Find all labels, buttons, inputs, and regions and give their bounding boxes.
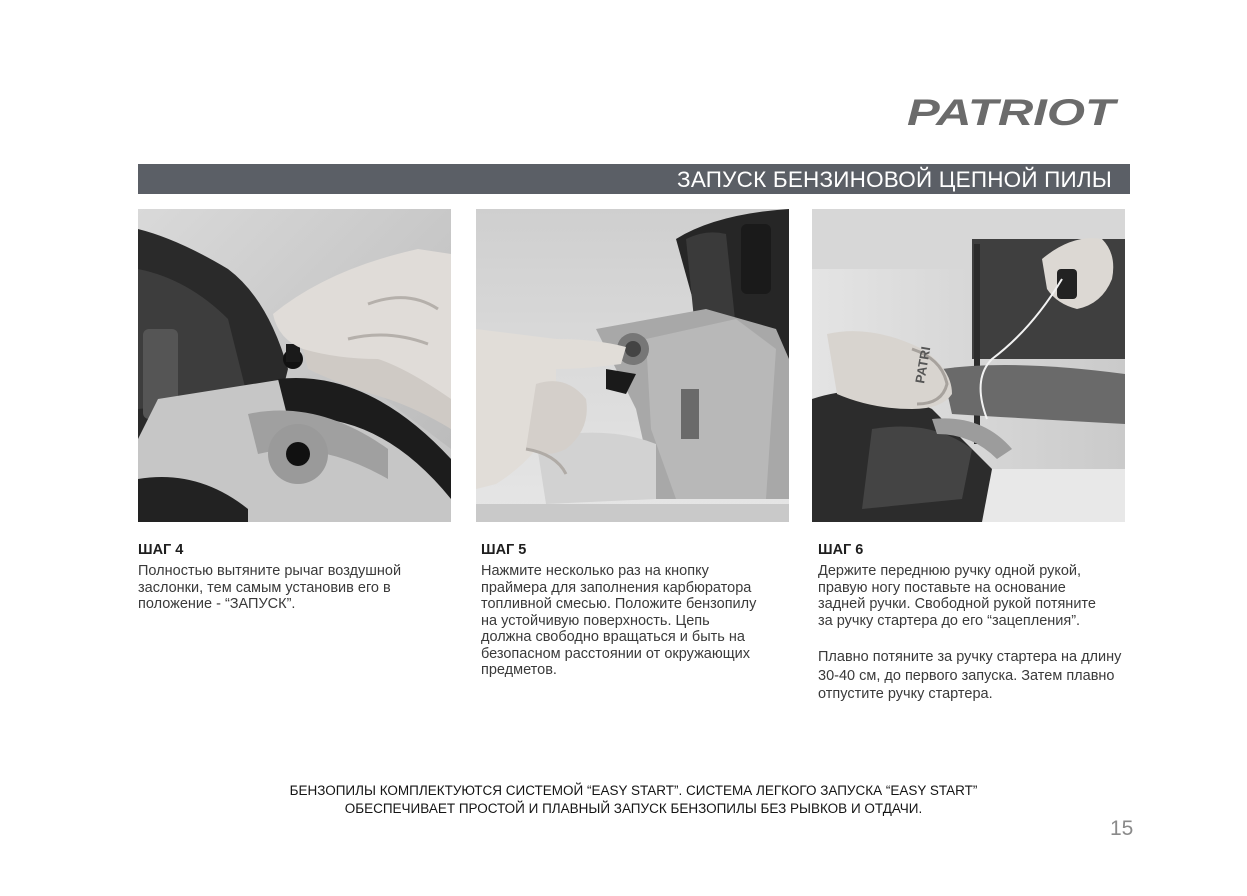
page-title: ЗАПУСК БЕНЗИНОВОЙ ЦЕПНОЙ ПИЛЫ bbox=[677, 167, 1112, 192]
photo-primer-button bbox=[476, 209, 789, 522]
easy-start-note: БЕНЗОПИЛЫ КОМПЛЕКТУЮТСЯ СИСТЕМОЙ “EASY START”. СИСТЕМА ЛЕГКОГО ЗАПУСКА “EASY START” ОБЕСПЕЧИВАЕТ ПРОСТОЙ И ПЛАВНЫЙ ЗАПУСК БЕНЗОПИЛЫ БЕЗ РЫВКОВ И ОТДАЧИ. bbox=[289, 783, 978, 816]
step-5-title: ШАГ 5 bbox=[481, 542, 527, 558]
step-6 bbox=[818, 542, 1163, 629]
starter-pull-illustration bbox=[812, 209, 1125, 522]
section-banner bbox=[138, 164, 1130, 194]
step-4-text: Полностью вытяните рычаг воздушной заслонки, тем самым установив его в положение - “ЗАПУСК”. bbox=[138, 563, 402, 612]
primer-button-illustration bbox=[476, 209, 789, 522]
page-number: 15 bbox=[1110, 817, 1134, 840]
photo-starter-pull bbox=[812, 209, 1125, 522]
step-6-title: ШАГ 6 bbox=[818, 542, 864, 558]
step-5 bbox=[481, 542, 801, 679]
step-4 bbox=[138, 542, 458, 613]
step-4-title: ШАГ 4 bbox=[138, 542, 184, 558]
photo-choke-lever bbox=[138, 209, 451, 522]
patriot-logo bbox=[905, 92, 1120, 132]
glove-brand-text: PATRI bbox=[912, 345, 934, 385]
choke-lever-illustration bbox=[138, 209, 451, 522]
step-6-text: Держите переднюю ручку одной рукой, правую ногу поставьте на основание задней ручки. Свободной рукой потяните за ручку стартера до его “зацепления”. bbox=[818, 563, 1096, 629]
patriot-logo-text: PATRIOT bbox=[907, 92, 1120, 132]
step-6-followup-text: Плавно потяните за ручку стартера на длину 30-40 см, до первого запуска. Затем плавно отпустите ручку стартера. bbox=[818, 649, 1122, 702]
step-5-text: Нажмите несколько раз на кнопку праймера для заполнения карбюратора топливной смесью. Положите бензопилу на устойчивую поверхность. Цепь должна свободно вращаться и быть на безопасном расстоянии от окружающих предметов. bbox=[481, 563, 757, 678]
